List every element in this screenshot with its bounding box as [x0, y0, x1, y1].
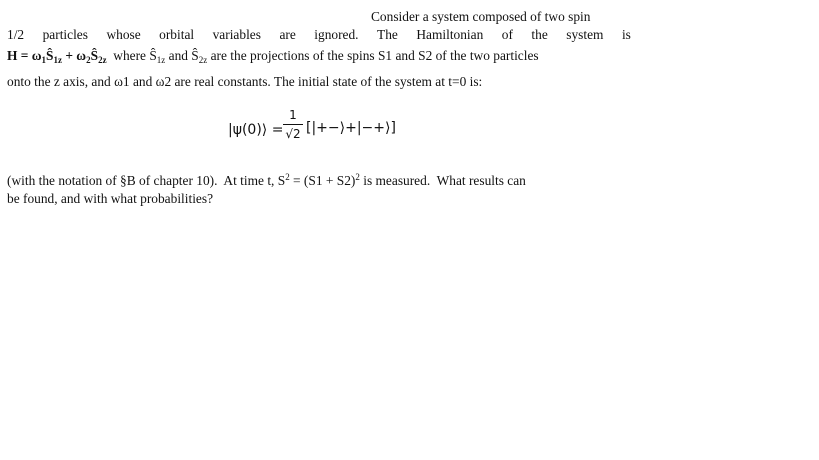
line2-word: whose: [106, 27, 141, 42]
line2-word: Hamiltonian: [416, 27, 484, 42]
problem-line-2: [7, 27, 631, 43]
line2-word: of: [501, 27, 513, 42]
line2-word: is: [621, 27, 631, 42]
line2-word: ignored.: [314, 27, 359, 42]
equation-fraction: 1 √2: [282, 108, 304, 141]
line2-word: variables: [212, 27, 261, 42]
problem-line-4: onto the z axis, and ω1 and ω2 are real constants. The initial state of the system at t=0 is:: [7, 74, 483, 89]
line2-word: are: [279, 27, 296, 42]
equation-rhs: [|+−⟩+|−+⟩]: [306, 120, 396, 136]
line2-word: The: [377, 27, 398, 42]
line2-word: orbital: [159, 27, 195, 42]
problem-line-3: $H = \omega_1Ŝ_{1z}$ + $\omega_2Ŝ_{2z}$ where $Ŝ_{1z}$ and $Ŝ_{2z}$ are the projections of the spins S1 and S2 of the two particles: [7, 48, 539, 65]
problem-line-1: Consider a system composed of two spin: [371, 9, 591, 24]
line2-word: particles: [42, 27, 88, 42]
line2-word: the: [531, 27, 548, 42]
problem-line-6: be found, and with what probabilities?: [7, 191, 214, 206]
equation-lhs: |ψ(0)⟩ =: [228, 122, 284, 138]
initial-state-equation: [228, 106, 428, 160]
problem-line-5: (with the notation of §B of chapter 10). At time t, $S^2 = (S1 + S2)^2$ is measured. What results can: [7, 172, 526, 188]
line2-word: 1/2: [7, 27, 25, 42]
line2-word: system: [566, 27, 604, 42]
hamiltonian-expression: $H = \omega_1Ŝ_{1z}$ + $\omega_2Ŝ_{2z}$: [7, 48, 107, 65]
